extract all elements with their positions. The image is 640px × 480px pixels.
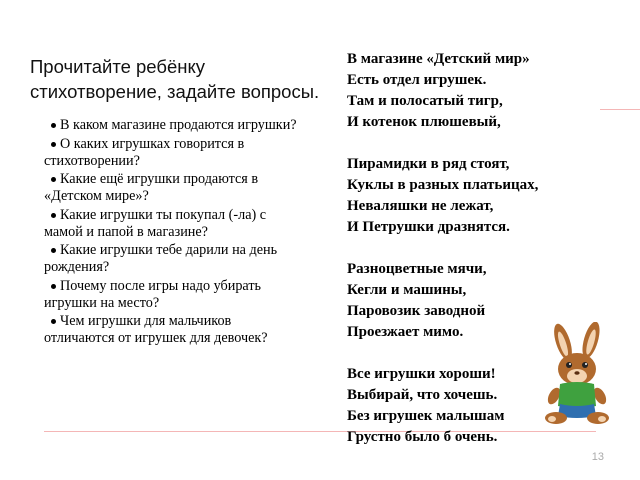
poem-line: И котенок плюшевый, (347, 114, 501, 130)
poem-line: Паровозик заводной (347, 303, 486, 319)
poem-line: Выбирай, что хочешь. (347, 387, 498, 403)
poem-line: Там и полосатый тигр, (347, 93, 503, 109)
poem-line: Куклы в разных платьицах, (347, 177, 539, 193)
question-item (44, 242, 302, 276)
question-text: В каком магазине продаются игрушки? (60, 117, 297, 133)
poem-line: И Петрушки дразнятся. (347, 219, 510, 235)
poem-line: Разноцветные мячи, (347, 261, 487, 277)
bullet-icon (51, 319, 56, 324)
question-item (44, 171, 302, 205)
question-item (44, 117, 302, 134)
question-text: Какие ещё игрушки продаются в «Детском мире»? (44, 171, 259, 204)
bullet-icon (51, 213, 56, 218)
poem-line: Грустно было б очень. (347, 429, 498, 445)
slide-title-period: . (314, 81, 320, 102)
slide-title-text: Прочитайте ребёнку стихотворение, задайте вопросы (30, 56, 314, 102)
question-text: О каких игрушках говорится в стихотворении? (44, 135, 245, 169)
bullet-icon (51, 284, 56, 289)
question-text: Какие игрушки ты покупал (-ла) с мамой и папой в магазине? (44, 206, 267, 240)
bullet-icon (51, 177, 56, 182)
questions-list (44, 117, 302, 349)
question-text: Почему после игры надо убирать игрушки на место? (44, 277, 262, 311)
bullet-icon (51, 248, 56, 253)
poem-line: Пирамидки в ряд стоят, (347, 156, 510, 172)
poem-stanza (347, 154, 607, 238)
poem-line: Все игрушки хороши! (347, 366, 496, 382)
page-number: 13 (591, 451, 604, 463)
question-text: Какие игрушки тебе дарили на день рождения? (44, 242, 278, 275)
question-text: Чем игрушки для мальчиков отличаются от игрушек для девочек? (44, 313, 268, 346)
poem-line: Кегли и машины, (347, 282, 467, 298)
bullet-icon (51, 123, 56, 128)
poem-line: Без игрушек малышам (347, 408, 505, 424)
poem-line: Есть отдел игрушек. (347, 72, 487, 88)
poem-line: Неваляшки не лежат, (347, 198, 494, 214)
question-item (44, 136, 302, 170)
question-item (44, 313, 302, 347)
poem-stanza (347, 49, 607, 133)
question-item (44, 207, 302, 241)
question-item (44, 278, 302, 312)
poem-line: Проезжает мимо. (347, 324, 464, 340)
slide-title (30, 54, 335, 104)
poem-line: В магазине «Детский мир» (347, 51, 530, 67)
bunny-icon (536, 322, 622, 428)
bullet-icon (51, 142, 56, 147)
